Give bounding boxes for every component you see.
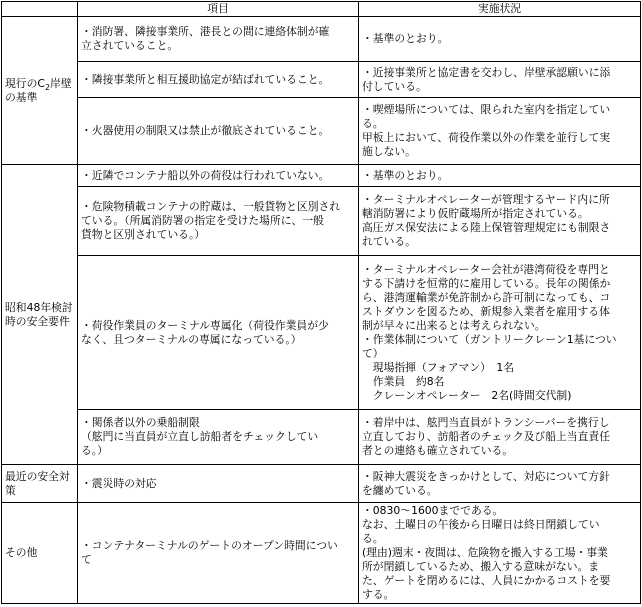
header-category xyxy=(2,2,78,17)
item-cell: ・震災時の対応 xyxy=(78,465,359,503)
category-current-text: 現行のC xyxy=(5,76,45,90)
header-status: 実施状況 xyxy=(359,2,641,17)
item-cell: ・近隣でコンテナ船以外の荷役は行われていない。 xyxy=(78,165,359,187)
table-row xyxy=(2,62,641,98)
item-cell: ・荷役作業員のターミナル専属化（荷役作業員が少 なく、且つターミナルの専属になっている。） xyxy=(78,256,359,410)
category-current-subscript: 2 xyxy=(44,82,51,92)
status-cell: ・基準のとおり。 xyxy=(359,17,641,62)
table-row xyxy=(2,410,641,465)
status-cell: ・喫煙場所については、限られた室内を指定してい る。 甲板上において、荷役作業以外の作業を並行して実 施しない。 xyxy=(359,98,641,165)
item-cell: ・隣接事業所と相互援助協定が結ばれていること。 xyxy=(78,62,359,98)
table-row xyxy=(2,465,641,503)
item-cell: ・コンテナターミナルのゲートのオープン時間につい て xyxy=(78,503,359,604)
header-row xyxy=(2,2,641,17)
item-cell: ・消防署、隣接事業所、港長との間に連絡体制が確 立されていること。 xyxy=(78,17,359,62)
status-cell: ・近接事業所と協定書を交わし、岸壁承認願いに添 付している。 xyxy=(359,62,641,98)
table-row xyxy=(2,17,641,62)
category-recent: 最近の安全対 策 xyxy=(2,465,78,503)
category-other: その他 xyxy=(2,503,78,604)
category-showa48: 昭和48年検討 時の安全要件 xyxy=(2,165,78,465)
status-cell: ・着岸中は、舷門当直員がトランシーバーを携行し 立直しており、訪船者のチェック及び船上当直責任 者との連絡も確立されている。 xyxy=(359,410,641,465)
status-cell: ・0830～1600までである。 なお、土曜日の午後から日曜日は終日閉鎖してい る。 (理由)週末・夜間は、危険物を搬入する工場・事業 所が閉鎖しているため、搬入する意味がない。ま た、ゲートを閉めるには、人員にかかるコストを要 する。 xyxy=(359,503,641,604)
status-cell: ・基準のとおり。 xyxy=(359,165,641,187)
header-item: 項目 xyxy=(78,2,359,17)
item-cell: ・危険物積載コンテナの貯蔵は、一般貨物と区別され ている。（所属消防署の指定を受けた場所に、一般 貨物と区別されている。） xyxy=(78,187,359,256)
safety-requirements-table xyxy=(1,1,641,604)
table-row xyxy=(2,165,641,187)
item-cell: ・関係者以外の乗船制限 （舷門に当直員が立直し訪船者をチェックしてい る。） xyxy=(78,410,359,465)
status-cell: ・ターミナルオペレーター会社が港湾荷役を専門と する下請けを恒常的に雇用している。長年の関係か ら、港湾運輸業が免許制から許可制になっても、コ ストダウンを図るため、新規参入業者を雇用する体 制が早々に出来るとは考えられない。 ・作業体制について（ガントリークレーン1基につい て） 現場指揮（フォアマン） 1名 作業員 約8名 クレーンオペレーター 2名(時間交代制) xyxy=(359,256,641,410)
table-row xyxy=(2,98,641,165)
category-current-text-rest: 岸壁 の基準 xyxy=(5,76,72,104)
category-current-standard xyxy=(2,17,78,165)
table-row xyxy=(2,503,641,604)
table-row xyxy=(2,256,641,410)
table-row xyxy=(2,187,641,256)
status-cell: ・ターミナルオペレーターが管理するヤード内に所 轄消防署により仮貯蔵場所が指定されている。 高圧ガス保安法による陸上保管管理規定にも制限さ れている。 xyxy=(359,187,641,256)
item-cell: ・火器使用の制限又は禁止が徹底されていること。 xyxy=(78,98,359,165)
status-cell: ・阪神大震災をきっかけとして、対応について方針 を纏めている。 xyxy=(359,465,641,503)
